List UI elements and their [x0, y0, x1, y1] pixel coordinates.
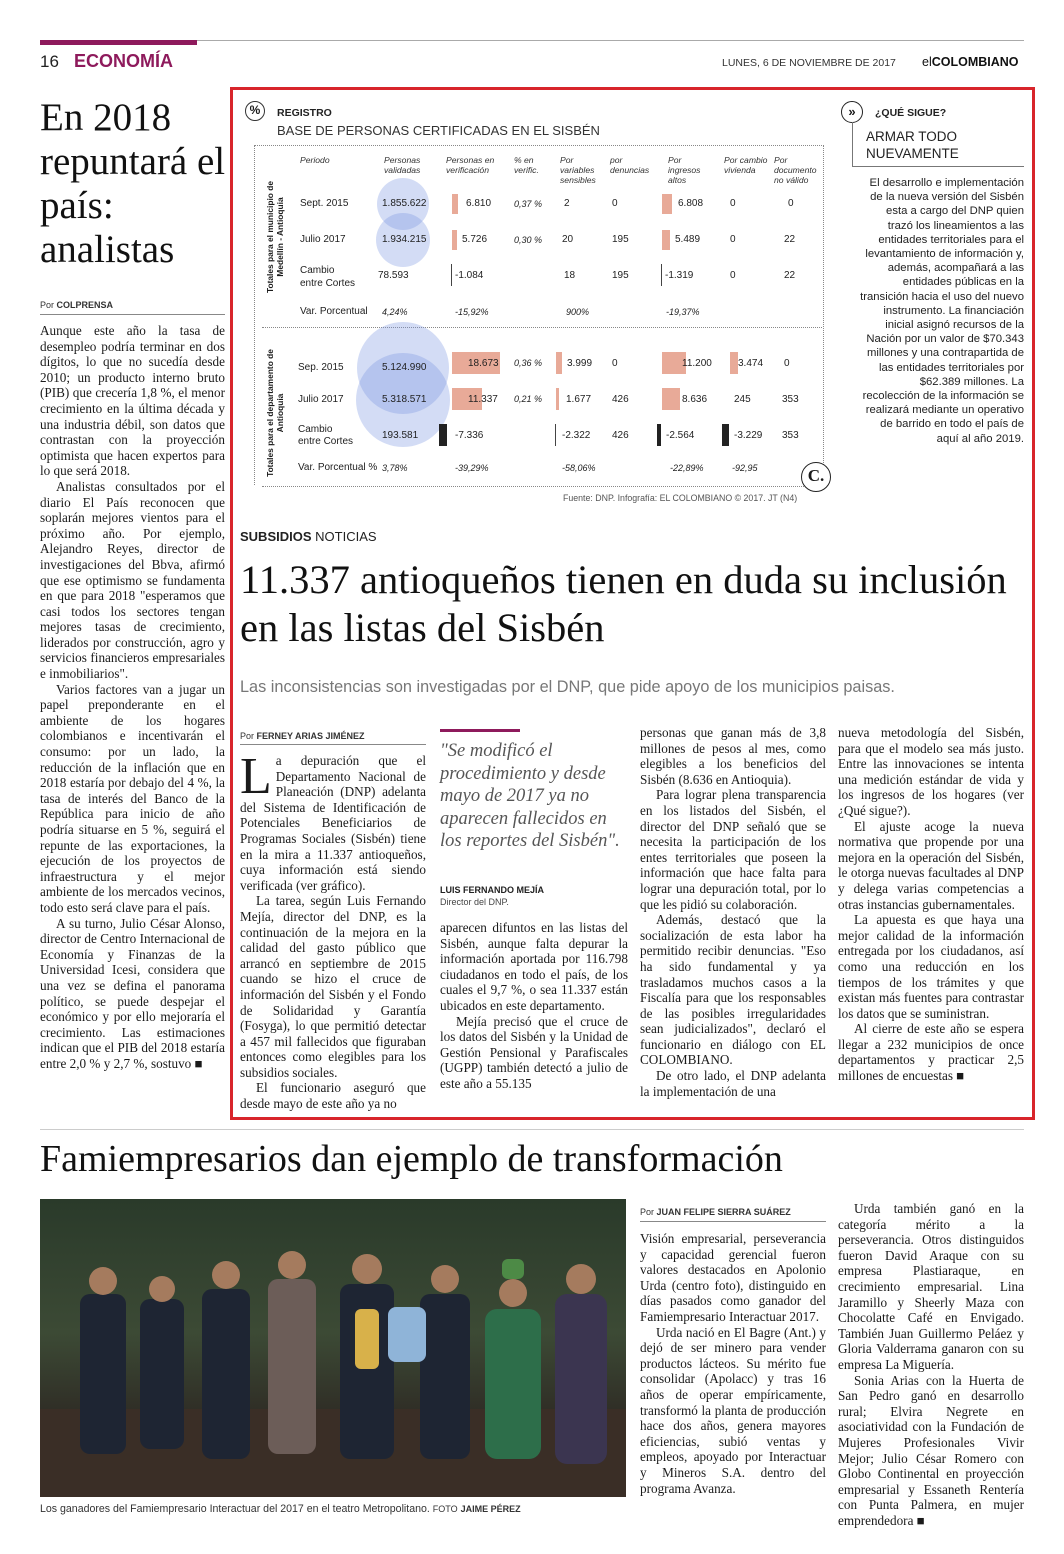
m-r1-pct: 0,37 %: [514, 199, 543, 209]
section-accent-bar: [40, 40, 197, 45]
col-header-validadas: Personas validadas: [384, 155, 421, 175]
m-r4-ingresos: -19,37%: [666, 307, 700, 317]
a-r3-documento: 353: [782, 430, 799, 441]
bottom-byline-rule: [640, 1221, 826, 1222]
bottom-headline: Famiempresarios dan ejemplo de transformación: [40, 1138, 783, 1180]
group-label-medellin: Totales para el municipio de Medellín - Antioquia: [265, 181, 285, 294]
left-byline: Por COLPRENSA: [40, 300, 114, 310]
left-byline-rule: [40, 314, 225, 315]
m-r1-denuncias: 0: [612, 198, 618, 209]
bar-ingresos-julio2017: [662, 230, 670, 250]
bottom-byline: Por JUAN FELIPE SIERRA SUÁREZ: [640, 1207, 791, 1217]
m-r1-documento: 0: [788, 198, 794, 209]
a-r1-periodo: Sep. 2015: [298, 362, 344, 373]
m-r2-ingresos: 5.489: [675, 234, 701, 245]
m-r3-validadas: 78.593: [378, 270, 409, 281]
infographic-logo: C.: [801, 462, 831, 492]
a-r3-vivienda: -3.229: [734, 430, 763, 441]
main-deck: Las inconsistencias son investigadas por el DNP, que pide apoyo de los municipios paisas.: [240, 678, 895, 696]
bar-vivienda-sep2015: [730, 352, 738, 374]
page-date: LUNES, 6 DE NOVIEMBRE DE 2017: [722, 57, 896, 69]
page-number: 16: [40, 52, 59, 71]
pull-quote: "Se modificó el procedimiento y desde mayo de 2017 ya no aparecen fallecidos en los reportes del Sisbén".: [440, 741, 620, 851]
sidebar-body: El desarrollo e implementación de la nueva versión del Sisbén esta a cargo del DNP quien trazó los lineamientos a las entidades territoriales para el levantamiento de información y, además, acompañará a las entidades públicas en la transición hacia el uso del nuevo instrumento. La financiación inicial asignó recursos de la Nación por un valor de $70.343 millones y una contrapartida de las entidades territoriales por $62.389 millones. La recolección de la información se realizará mediante un operativo de barrido en todo el país de aquí al año 2019.: [860, 177, 1024, 445]
m-r4-variables: 900%: [566, 307, 590, 317]
col-header-periodo: Periodo: [300, 155, 330, 165]
a-r2-ingresos: 8.636: [682, 394, 708, 405]
main-c1-paragraph-2: La tarea, según Luis Fernando Mejía, director del DNP, es la continuación de la mejora en la calidad del gasto público que arrancó en septiembre de 2015 cuando se hizo el cruce de información del Sisbén y el Fondo de Solidaridad y Garantía (Fosyga), lo que permitió detectar a 457 mil fallecidos que figuraban entonces como elegibles para los subsidios sociales.: [240, 893, 426, 1080]
m-r3-documento: 22: [784, 270, 796, 281]
a-r2-periodo: Julio 2017: [298, 394, 344, 405]
a-r1-pct: 0,36 %: [514, 358, 543, 368]
negbar-vivienda-dep: [722, 424, 729, 446]
double-chevron-icon: »: [841, 101, 863, 123]
m-r1-validadas: 1.855.622: [382, 198, 427, 209]
m-r2-periodo: Julio 2017: [300, 234, 346, 245]
main-c4-paragraph-1: nueva metodología del Sisbén, para que el modelo sea más justo. Entre las innovaciones se intenta una medición estándar de vida y los ingresos de los hogares (ver ¿Qué sigue?).: [838, 725, 1024, 818]
a-r3-denuncias: 426: [612, 430, 629, 441]
brand-logo: [922, 55, 1019, 69]
a-r3-ingresos: -2.564: [666, 430, 695, 441]
main-column-4: [838, 725, 1024, 1084]
m-r3-periodo: Cambio entre Cortes: [300, 265, 356, 289]
m-r2-vivienda: 0: [730, 234, 736, 245]
quote-author: LUIS FERNANDO MEJÍA: [440, 885, 545, 895]
quote-accent-bar: [440, 729, 520, 732]
bottom-column-1: [640, 1231, 826, 1496]
main-c4-paragraph-3: La apuesta es que haya una mejor calidad de la información entregada por los ciudadanos, así como una reducción en los tiempos de los trámites y que existan más fuentes para contrastar los datos que se suministran.: [838, 912, 1024, 1021]
main-c1-paragraph-1: a depuración que el Departamento Nacional de Planeación (DNP) adelanta del Sistema de Identificación de Potenciales Beneficiarios de Programas Sociales (Sisbén) tiene en la mira a 11.337 antioqueños, cuya información está siendo verificada (ver gráfico).: [240, 753, 426, 893]
infographic-source: Fuente: DNP. Infografía: EL COLOMBIANO © 2017. JT (N4): [563, 493, 798, 503]
bottom-c1-paragraph-2: Urda nació en El Bagre (Ant.) y dejó de ser minero para vender productos lácteos. Su mérito fue consolidar (Apolacc) y tras 16 años de operar empíricamente, transformó la planta de producción hace dos años, genera mayores eficiencias, subió ventas y empleos, apoyado por Interactuar y Mineros S.A. dentro del programa Avanza.: [640, 1324, 826, 1496]
infographic-kicker: REGISTRO: [277, 107, 332, 119]
col-header-vivienda: Por cambio vivienda: [724, 155, 768, 175]
main-c3-paragraph-4: De otro lado, el DNP adelanta la implementación de una: [640, 1068, 826, 1099]
bottom-top-rule: [40, 1129, 1024, 1130]
col-header-ingresos: Por ingresos altos: [668, 155, 701, 185]
main-column-3: [640, 725, 826, 1099]
brand-prefix: el: [922, 55, 932, 69]
a-r2-pct: 0,21 %: [514, 394, 543, 404]
photo-people-illustration: [40, 1199, 626, 1497]
main-c3-paragraph-3: Además, destacó que la socialización de esta labor ha permitido recibir denuncias. "Eso ha sido fundamental y ya trasladamos muchos casos a la Fiscalía para que los responsables de las posibles irregularidades sean judicializados", declaró el funcionario en diálogo con EL COLOMBIANO.: [640, 912, 826, 1068]
main-c3-paragraph-2: Para lograr plena transparencia en los listados del Sisbén, el director del DNP señaló que se necesita la participación de los entes territoriales que poseen la información que hace falta para lograr una depuración total, por lo que les pidió su colaboración.: [640, 787, 826, 912]
m-r1-verificacion: 6.810: [466, 198, 492, 209]
a-r1-verificacion: 18.673: [468, 358, 499, 369]
winners-photo: [40, 1199, 626, 1497]
main-c4-paragraph-2: El ajuste acoge la nueva normativa que propende por una mejora en la operación del Sisbén, le otorga nuevas facultades al DNP y delega varias competencias a otras instancias gubernamentales.: [838, 818, 1024, 912]
main-byline-rule: [240, 744, 426, 745]
bar-verificacion-julio2017: [452, 230, 457, 250]
m-r1-periodo: Sept. 2015: [300, 198, 349, 209]
left-article-body: [40, 323, 225, 1072]
main-byline: Por FERNEY ARIAS JIMÉNEZ: [240, 731, 365, 741]
sidebar-kicker: ¿QUÉ SIGUE?: [875, 107, 947, 119]
negbar-ingresos-dep: [657, 424, 661, 446]
end-mark: ■: [956, 1068, 965, 1084]
left-paragraph-1: Aunque este año la tasa de desempleo podría terminar en dos dígitos, lo que no sucedía desde 2010; un producto interno bruto (PIB) que crecería 1,8 %, el menor crecimiento en la última década y una industria débil, son datos que contrastan con la proyección optimista que hacen expertos para lo que será 2018.: [40, 323, 225, 479]
m-r3-denuncias: 195: [612, 270, 629, 281]
a-r4-verificacion: -39,29%: [455, 463, 489, 473]
bar-verificacion-sept2015: [452, 194, 458, 214]
table-bottom-rule: [262, 486, 822, 487]
col-header-documento: Por documento no válido: [774, 155, 817, 185]
dropcap: L: [240, 748, 272, 805]
left-paragraph-3: Varios factores van a jugar un papel preponderante en el ambiente de los hogares colombianos e incentivarán el consumo: por un lado, la reducción de la inflación que en 2018 estaría por debajo del 4 %, la tasa de interés del Banco de la República para inicio de año podría situarse en 5 %, seguirá el repunte de las exportaciones, la ejecución de los proyectos de infraestructura y el mejor ambiente de los mercados vecinos, todo esto será clave para el país.: [40, 681, 225, 915]
a-r1-vivienda: 3.474: [738, 358, 764, 369]
m-r2-denuncias: 195: [612, 234, 629, 245]
main-c2-paragraph-2: Mejía precisó que el cruce de los datos del Sisbén y la Unidad de Gestión Pensional y Parafiscales (UGPP) también detectó a julio de este año a 55.135: [440, 1013, 628, 1091]
group-label-antioquia: Totales para el departamento de Antioquia: [265, 349, 285, 477]
m-r3-vivienda: 0: [730, 270, 736, 281]
m-r3-verificacion: -1.084: [455, 270, 484, 281]
a-r4-periodo: Var. Porcentual %: [298, 462, 378, 473]
m-r2-pct: 0,30 %: [514, 235, 543, 245]
change-line-verificacion: [451, 264, 452, 286]
a-r2-vivienda: 245: [734, 394, 751, 405]
main-c2-paragraph-1: aparecen difuntos en las listas del Sisbén, aunque falta depurar la información aportada por 116.798 ciudadanos en todo el país, de los cuales el 9,7 %, o sea 11.337 están ubicados en este departamento.: [440, 920, 628, 1013]
bar-ingresos-julio2017-dep: [662, 388, 680, 410]
main-section-label: SUBSIDIOS NOTICIAS: [240, 529, 377, 544]
m-r3-variables: 18: [564, 270, 576, 281]
col-header-variables: Por variables sensibles: [560, 155, 596, 185]
col-header-denuncias: por denuncias: [610, 155, 650, 175]
a-r1-validadas: 5.124.990: [382, 362, 427, 373]
sidebar-title-rule: [852, 166, 1024, 167]
main-column-1: [240, 748, 426, 1112]
a-r2-denuncias: 426: [612, 394, 629, 405]
m-r1-ingresos: 6.808: [678, 198, 704, 209]
bar-variables-sep2015: [556, 352, 562, 374]
m-r2-variables: 20: [562, 234, 574, 245]
m-r4-validadas: 4,24%: [382, 307, 408, 317]
m-r3-ingresos: -1.319: [665, 270, 694, 281]
bottom-column-2: [838, 1201, 1024, 1528]
a-r4-variables: -58,06%: [562, 463, 596, 473]
a-r1-variables: 3.999: [567, 358, 593, 369]
col-header-pct: % en verific.: [514, 155, 539, 175]
a-r1-documento: 0: [784, 358, 790, 369]
bar-ingresos-sept2015: [662, 194, 672, 214]
section-name: ECONOMÍA: [74, 51, 173, 71]
sidebar-title: ARMAR TODO NUEVAMENTE: [866, 129, 959, 161]
main-headline: 11.337 antioqueños tienen en duda su inclusión en las listas del Sisbén: [240, 557, 1007, 650]
a-r3-variables: -2.322: [562, 430, 591, 441]
a-r4-ingresos: -22,89%: [670, 463, 704, 473]
a-r2-variables: 1.677: [566, 394, 592, 405]
change-line-variables-dep: [555, 424, 556, 446]
quote-role: Director del DNP.: [440, 897, 509, 907]
a-r1-ingresos: 11.200: [682, 358, 712, 369]
change-line-ingresos: [661, 264, 662, 286]
sidebar-left-rule: [852, 122, 853, 166]
a-r4-vivienda: -92,95: [732, 463, 758, 473]
m-r4-periodo: Var. Porcentual: [300, 306, 368, 317]
a-r4-validadas: 3,78%: [382, 463, 408, 473]
end-mark: ■: [194, 1055, 203, 1071]
m-r2-documento: 22: [784, 234, 796, 245]
a-r2-documento: 353: [782, 394, 799, 405]
left-paragraph-2: Analistas consultados por el diario El País reconocen que soplarán mejores vientos para el próximo año. Por ejemplo, Alejandro Reyes, director de investigaciones del Bbva, afirmó que ese optimismo se fundamenta en que para 2018 "esperamos que casi todos los sectores tengan mejores tasas de crecimiento, liderados por construcción, agro y servicios financieros empresariales e inmobiliarios".: [40, 478, 225, 682]
m-r2-verificacion: 5.726: [462, 234, 488, 245]
m-r4-verificacion: -15,92%: [455, 307, 489, 317]
brand-name: COLOMBIANO: [931, 55, 1019, 69]
left-headline: En 2018 repuntará el país: analistas: [40, 96, 226, 271]
a-r2-validadas: 5.318.571: [382, 394, 427, 405]
a-r3-validadas: 193.581: [382, 430, 419, 441]
left-paragraph-4: A su turno, Julio César Alonso, director de Centro Internacional de Economía y Finanzas de la Universidad Icesi, considera que una vez se defina el panorama político, se puede despejar el económico y por ello mejoraría el crecimiento. Las estimaciones indican que el PIB del 2018 estaría entre 2,0 % y 2,7 %, sostuvo ■: [40, 915, 225, 1071]
col-header-verificacion: Personas en verificación: [446, 155, 495, 175]
m-r1-variables: 2: [564, 198, 570, 209]
m-r2-validadas: 1.934.215: [382, 234, 427, 245]
end-mark: ■: [916, 1512, 925, 1528]
bottom-c2-paragraph-1: Urda también ganó en la categoría mérito a la perseverancia. Otros distinguidos fueron David Araque con su empresa Plastiaraque, en crecimiento empresarial. Lina Jaramillo y Sheerly Maza con Chocolatte Café en Envigado. También Juan Guillermo Peláez y Gloria Valderrama ganaron con su empresa La Miguería.: [838, 1201, 1024, 1372]
main-c3-paragraph-1: personas que ganan más de 3,8 millones de pesos al mes, como elegibles a los beneficios del Sisbén (8.636 en Antioquia).: [640, 725, 826, 787]
a-r1-denuncias: 0: [612, 358, 618, 369]
negbar-verificacion-dep: [439, 424, 447, 446]
infographic-title: BASE DE PERSONAS CERTIFICADAS EN EL SISBÉN: [277, 123, 600, 138]
bottom-c1-paragraph-1: Visión empresarial, perseverancia y capacidad gerencial fueron valores destacados en Apolonio Urda (centro foto), distinguido en días pasados como ganador del Famiempresario Interactuar 2017.: [640, 1231, 826, 1324]
percent-icon: %: [245, 101, 265, 121]
main-c4-paragraph-4: Al cierre de este año se espera llegar a 232 municipios de once departamentos y practicar 2,5 millones de encuestas ■: [838, 1021, 1024, 1084]
bar-variables-julio2017: [556, 388, 559, 410]
photo-caption: Los ganadores del Famiempresario Interactuar del 2017 en el teatro Metropolitano. FOTO JAIME PÉREZ: [40, 1503, 521, 1515]
a-r2-verificacion: 11.337: [468, 394, 498, 405]
m-r1-vivienda: 0: [730, 198, 736, 209]
group-divider: [262, 327, 822, 328]
main-c1-paragraph-3: El funcionario aseguró que desde mayo de este año ya no: [240, 1080, 426, 1112]
main-column-2: [440, 920, 628, 1092]
a-r3-periodo: Cambio entre Cortes: [298, 424, 354, 447]
bottom-c2-paragraph-2: Sonia Arias con la Huerta de San Pedro ganó en desarrollo rural; Elvira Negrete en asociatividad con la Fundación de Mujeres Profesionales Vivir Mejor; Julio César Romero con Globo Continental en proyección empresarial y Essaneth Rentería con Punta Palmera, en mujer emprendedora ■: [838, 1372, 1024, 1528]
a-r3-verificacion: -7.336: [455, 430, 484, 441]
